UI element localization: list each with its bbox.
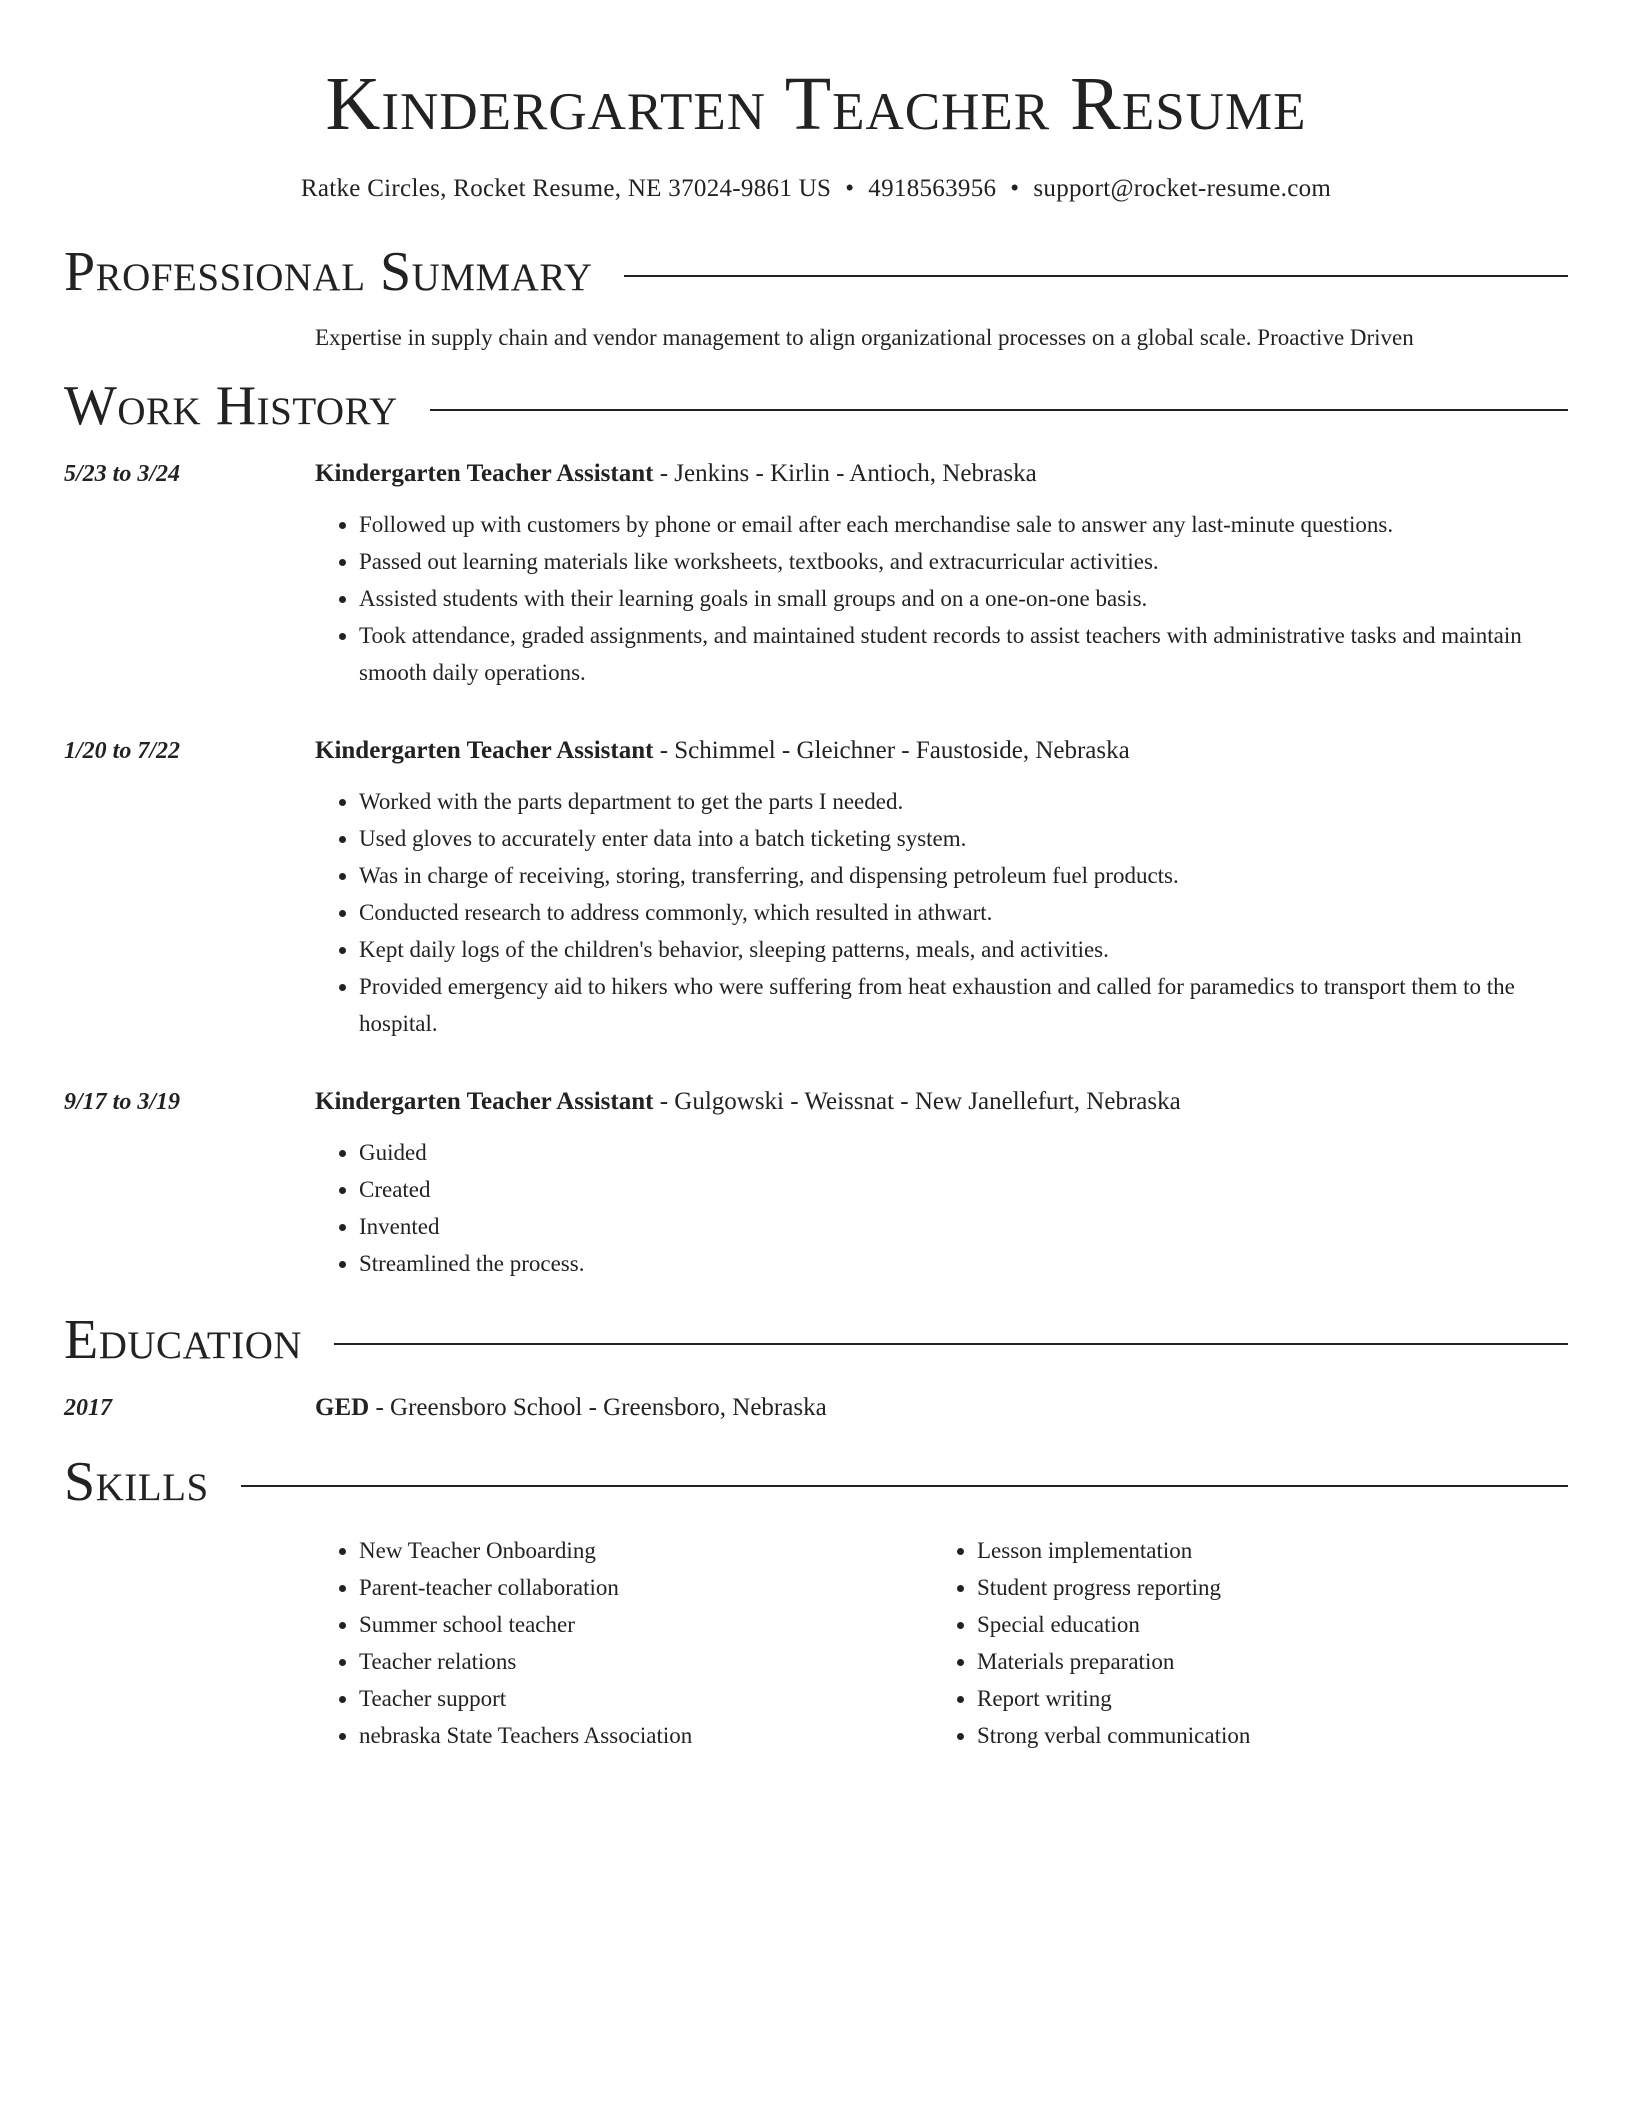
job-bullets: [315, 783, 1568, 1042]
job-entry: [64, 1086, 1568, 1282]
list-item: • Worked with the parts department to get the parts I needed.: [359, 783, 1568, 820]
contact-separator: •: [1010, 175, 1020, 202]
list-item: • Was in charge of receiving, storing, transferring, and dispensing petroleum fuel products.: [359, 857, 1568, 894]
section-divider: [241, 1485, 1568, 1487]
job-body: [315, 1086, 1568, 1282]
education-details: - Greensboro School - Greensboro, Nebraska: [369, 1394, 827, 1421]
list-item: • Followed up with customers by phone or email after each merchandise sale to answer any last-minute questions.: [359, 506, 1568, 543]
list-item: • Passed out learning materials like worksheets, textbooks, and extracurricular activities.: [359, 543, 1568, 580]
work-section-heading: [64, 374, 1568, 438]
skill-item: • nebraska State Teachers Association: [359, 1717, 933, 1754]
job-dates: 1/20 to 7/22: [64, 738, 181, 764]
contact-address: Ratke Circles, Rocket Resume, NE 37024-9861 US: [300, 175, 832, 202]
list-item: • Conducted research to address commonly, which resulted in athwart.: [359, 894, 1568, 931]
skill-item: • Special education: [977, 1606, 1551, 1643]
skill-item: • Teacher relations: [359, 1643, 933, 1680]
section-divider: [624, 275, 1568, 277]
job-details: - Gulgowski - Weissnat - New Janellefurt, Nebraska: [653, 1088, 1181, 1115]
job-bullets: [315, 506, 1568, 691]
skills-section-heading: [64, 1450, 1568, 1514]
job-entry: [64, 735, 1568, 1042]
job-dates: 9/17 to 3/19: [64, 1089, 181, 1115]
summary-text: Expertise in supply chain and vendor management to align organizational processes on a global scale. Proactive Driven: [315, 325, 1414, 350]
list-item: • Assisted students with their learning goals in small groups and on a one-on-one basis.: [359, 580, 1568, 617]
summary-section-heading: [64, 240, 1568, 304]
skill-item: • Lesson implementation: [977, 1532, 1551, 1569]
job-details: - Schimmel - Gleichner - Faustoside, Nebraska: [653, 737, 1130, 764]
summary-heading: Professional Summary: [64, 241, 593, 303]
list-item: • Used gloves to accurately enter data into a batch ticketing system.: [359, 820, 1568, 857]
list-item: • Took attendance, graded assignments, and maintained student records to assist teachers with administrative tasks and maintain smooth daily operations.: [359, 617, 1568, 691]
work-heading: Work History: [64, 375, 398, 437]
contact-separator: •: [845, 175, 855, 202]
job-details: - Jenkins - Kirlin - Antioch, Nebraska: [653, 460, 1037, 487]
job-entry: [64, 458, 1568, 691]
job-dates: 5/23 to 3/24: [64, 461, 181, 487]
list-item: • Kept daily logs of the children's behavior, sleeping patterns, meals, and activities.: [359, 931, 1568, 968]
list-item: • Streamlined the process.: [359, 1245, 1568, 1282]
skill-item: • Strong verbal communication: [977, 1717, 1551, 1754]
list-item: • Created: [359, 1171, 1568, 1208]
skill-item: • Report writing: [977, 1680, 1551, 1717]
job-body: [315, 458, 1568, 691]
job-heading: [315, 458, 1568, 490]
skill-item: • Teacher support: [359, 1680, 933, 1717]
job-title: Kindergarten Teacher Assistant: [315, 1088, 654, 1115]
education-degree: GED: [315, 1394, 370, 1421]
skill-item: • Summer school teacher: [359, 1606, 933, 1643]
resume-title: Kindergarten Teacher Resume: [325, 62, 1307, 146]
contact-line: [64, 172, 1568, 206]
list-item: • Guided: [359, 1134, 1568, 1171]
skill-item: • Parent-teacher collaboration: [359, 1569, 933, 1606]
education-heading-line: [315, 1392, 1568, 1424]
job-bullets: [315, 1134, 1568, 1282]
list-item: • Provided emergency aid to hikers who were suffering from heat exhaustion and called for paramedics to transport them to the hospital.: [359, 968, 1568, 1042]
skill-item: • Materials preparation: [977, 1643, 1551, 1680]
education-section-heading: [64, 1308, 1568, 1372]
contact-phone: 4918563956: [868, 175, 997, 202]
job-body: [315, 735, 1568, 1042]
education-body: [315, 1392, 1568, 1424]
skills-column-right: [933, 1532, 1551, 1754]
contact-email[interactable]: support@rocket-resume.com: [1033, 175, 1332, 202]
education-heading: Education: [64, 1309, 303, 1371]
list-item: • Invented: [359, 1208, 1568, 1245]
section-divider: [334, 1343, 1568, 1345]
education-year: 2017: [64, 1395, 112, 1421]
education-entry: [64, 1392, 1568, 1424]
job-heading: [315, 735, 1568, 767]
job-title: Kindergarten Teacher Assistant: [315, 460, 654, 487]
job-heading: [315, 1086, 1568, 1118]
resume-page: [64, 0, 1568, 1754]
skills-heading: Skills: [64, 1451, 209, 1513]
section-divider: [430, 409, 1568, 411]
skill-item: • Student progress reporting: [977, 1569, 1551, 1606]
job-title: Kindergarten Teacher Assistant: [315, 737, 654, 764]
skills-column-left: [315, 1532, 933, 1754]
skill-item: • New Teacher Onboarding: [359, 1532, 933, 1569]
skills-list: [315, 1532, 1568, 1754]
